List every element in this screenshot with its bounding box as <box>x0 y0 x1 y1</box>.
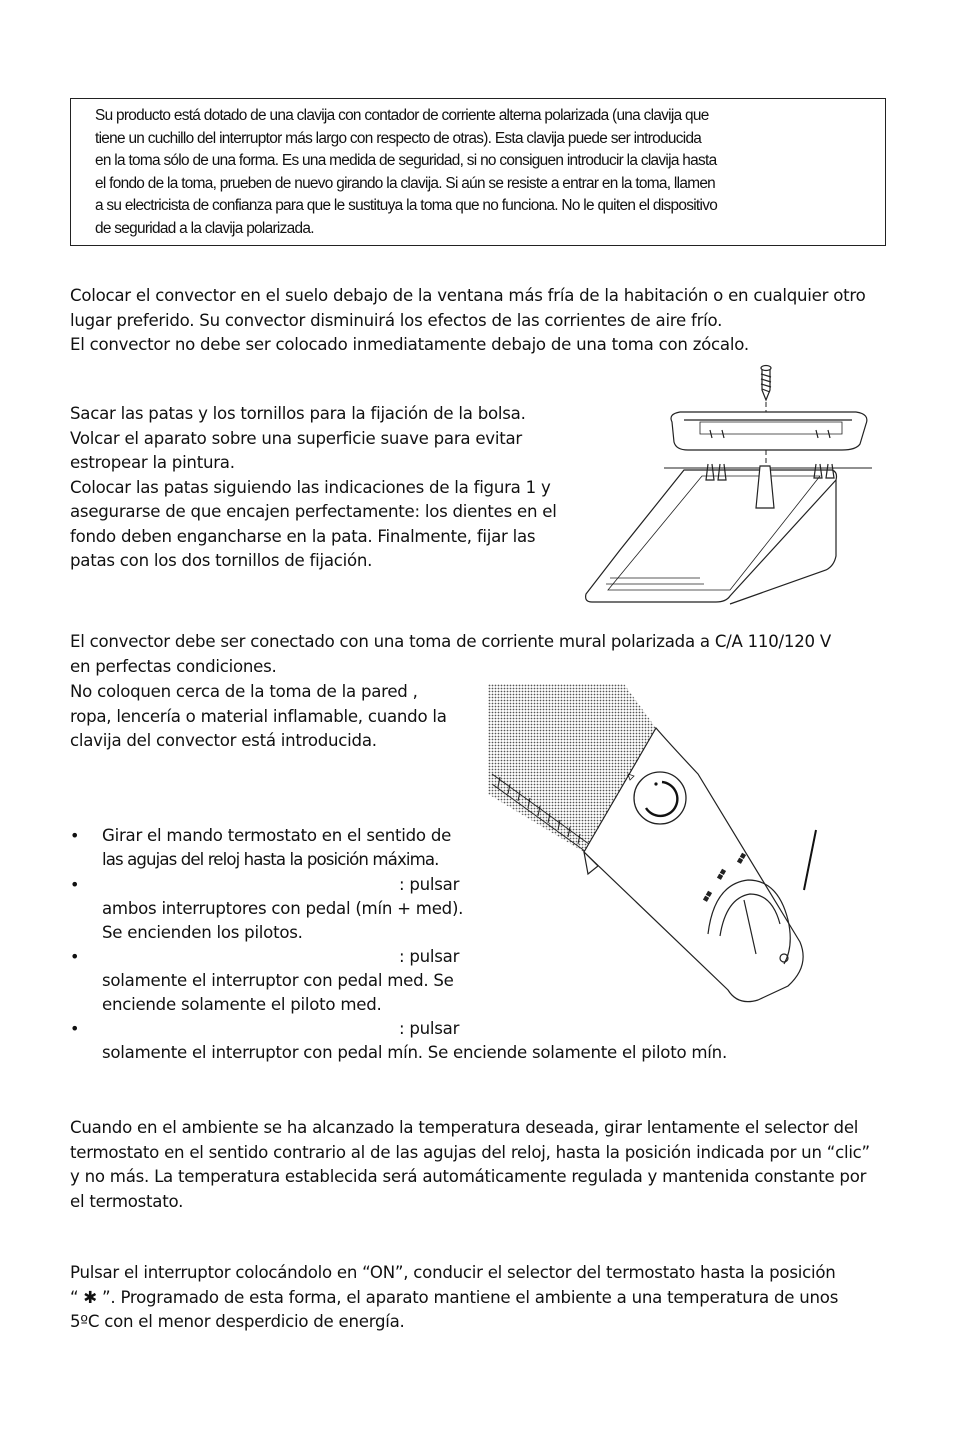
svg-text:■■: ■■ <box>735 851 748 865</box>
bullet-max-position: Girar el mando termostato en el sentido de las agujas del reloj hasta la posición máxima. <box>102 826 452 869</box>
bullet-marker: • <box>70 1019 80 1038</box>
bullet-marker: • <box>70 826 80 845</box>
bullet-marker: • <box>70 875 80 894</box>
placement-paragraph: Colocar el convector en el suelo debajo de la ventana más fría de la habitación o en cualquier otro lugar preferido. Su convector disminuirá los efectos de las corrientes de aire frío. El convector no debe ser colocado inmediatamente debajo de una toma con zócalo. <box>70 286 866 354</box>
antifreeze-paragraph: Pulsar el interruptor colocándolo en “ON”, conducir el selector del termostato hasta la posición “ ✱ ”. Programado de esta forma, el aparato mantiene el ambiente a una temperatura de unos 5ºC con el menor desperdicio de energía. <box>70 1263 839 1331</box>
polarized-plug-notice-text: Su producto está dotado de una clavija con contador de corriente alterna polarizada (una clavija que tiene un cuchillo del interruptor más largo con respecto de otras). Esta clavija puede ser introducida en la toma sólo de una forma. Es una medida de seguridad, si no consiguen introducir la clavija hasta el fondo de la toma, prueben de nuevo girando la clavija. Si aún se resiste a entrar en la toma, llamen a su electricista de confianza para que le sustituya la toma que no funciona. No le quiten el dispositivo de seguridad a la clavija polarizada. <box>95 107 718 237</box>
svg-text:■■: ■■ <box>701 889 714 903</box>
svg-text:■■: ■■ <box>715 867 728 881</box>
polarized-plug-notice-box <box>70 98 886 246</box>
feet-assembly-figure <box>580 360 880 610</box>
thermostat-paragraph: Cuando en el ambiente se ha alcanzado la temperatura deseada, girar lentamente el selector del termostato en el sentido contrario al de las agujas del reloj, hasta la posición indicada por un “clic” y no más. La temperatura establecida será automáticamente regulada y mantenida constante por el termostato. <box>70 1118 870 1211</box>
foot-piece <box>671 412 867 450</box>
screw-icon <box>761 366 771 401</box>
connection-warning: No coloquen cerca de la toma de la pared , ropa, lencería o material inflamable, cuando la clavija del convector está introducida. <box>70 682 447 750</box>
convector-base <box>586 464 837 604</box>
callout-line <box>804 830 816 890</box>
bullet-min-power: : pulsar solamente el interruptor con pedal mín. Se enciende solamente el piloto mín. <box>102 1019 727 1062</box>
control-panel-figure <box>488 684 838 1014</box>
bullet-medium-power: : pulsar solamente el interruptor con pedal med. Se enciende solamente el piloto med. <box>102 947 460 1014</box>
connection-paragraph: El convector debe ser conectado con una toma de corriente mural polarizada a C/A 110/120 V en perfectas condiciones. <box>70 632 831 676</box>
bullet-max-power: : pulsar ambos interruptores con pedal (mín + med). Se encienden los pilotos. <box>102 875 464 942</box>
assembly-paragraph: Sacar las patas y los tornillos para la fijación de la bolsa. Volcar el aparato sobre una superficie suave para evitar estropear la pintura. Colocar las patas siguiendo las indicaciones de la figura 1 y asegurarse de que encajen perfectamente: los dientes en el fondo deben engancharse en la pata. Finalmente, fijar las patas con los dos tornillos de fijación. <box>70 404 557 570</box>
bullet-marker: • <box>70 947 80 966</box>
